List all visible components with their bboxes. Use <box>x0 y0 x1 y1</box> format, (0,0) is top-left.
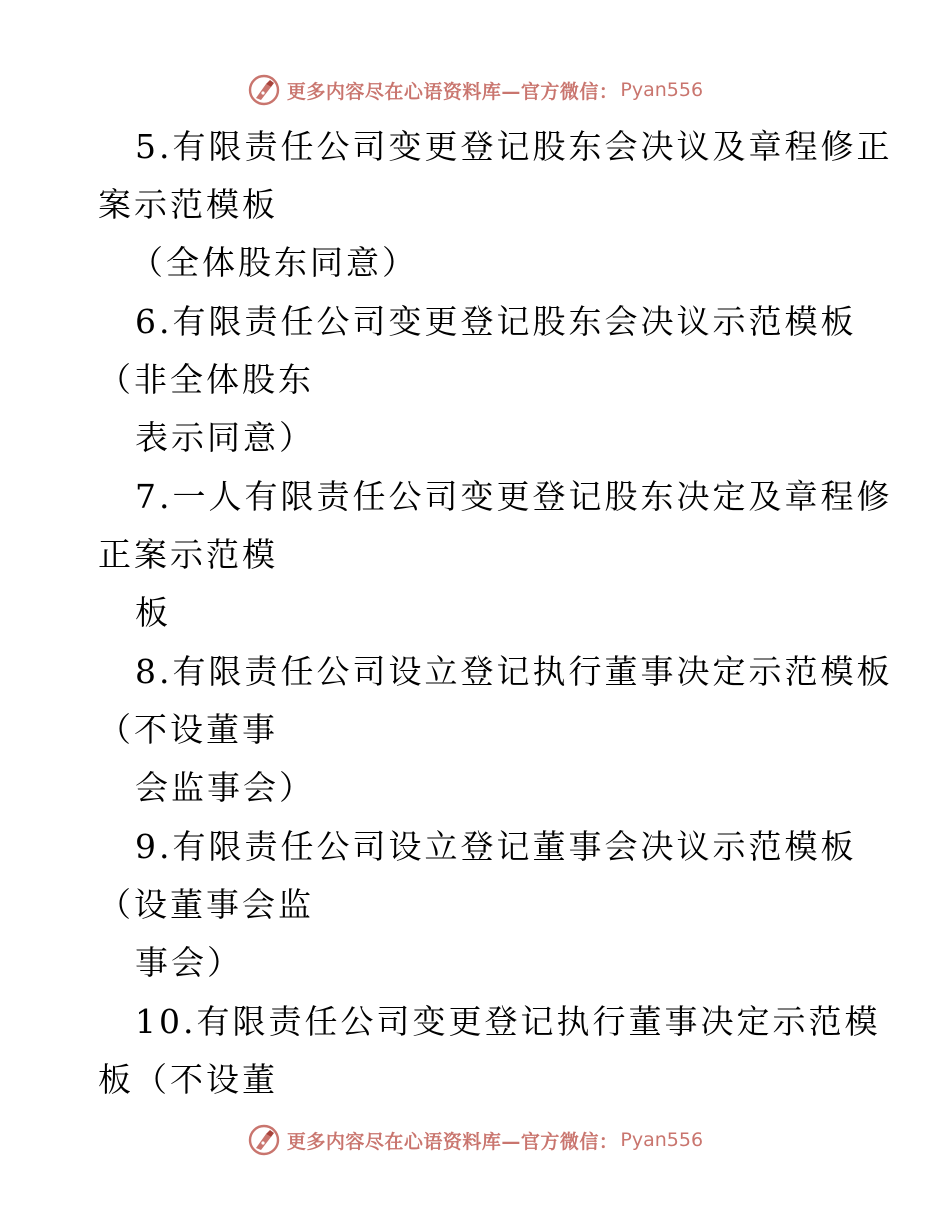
watermark-banner-top <box>0 70 950 110</box>
body-line: 表示同意） <box>135 418 315 457</box>
body-line: 正案示范模 <box>98 535 278 574</box>
watermark-wechat-id: Pyan556 <box>620 79 704 101</box>
watermark-banner-bottom <box>0 1120 950 1160</box>
watermark-text: 更多内容尽在心语资料库—官方微信： <box>286 1130 619 1153</box>
watermark-wechat-id: Pyan556 <box>620 1129 704 1151</box>
pen-nib-logo-icon <box>247 73 281 107</box>
body-line: 8.有限责任公司设立登记执行董事决定示范模板 <box>135 652 893 691</box>
body-line: 7.一人有限责任公司变更登记股东决定及章程修 <box>135 477 893 516</box>
body-line: 事会） <box>135 943 243 982</box>
pen-nib-logo-icon <box>247 1123 281 1157</box>
body-line: （不设董事 <box>98 710 278 749</box>
body-line: 10.有限责任公司变更登记执行董事决定示范模 <box>135 1002 881 1041</box>
watermark-text: 更多内容尽在心语资料库—官方微信： <box>286 80 619 103</box>
body-line: 板 <box>135 593 171 632</box>
body-line: 9.有限责任公司设立登记董事会决议示范模板 <box>135 827 857 866</box>
body-line: （设董事会监 <box>98 885 314 924</box>
body-line: 5.有限责任公司变更登记股东会决议及章程修正 <box>135 127 893 166</box>
body-line: 6.有限责任公司变更登记股东会决议示范模板 <box>135 302 857 341</box>
body-line: 板（不设董 <box>98 1060 278 1099</box>
body-line: （非全体股东 <box>98 360 314 399</box>
body-line: （全体股东同意） <box>130 243 418 282</box>
body-line: 案示范模板 <box>98 185 278 224</box>
body-line: 会监事会） <box>135 768 315 807</box>
